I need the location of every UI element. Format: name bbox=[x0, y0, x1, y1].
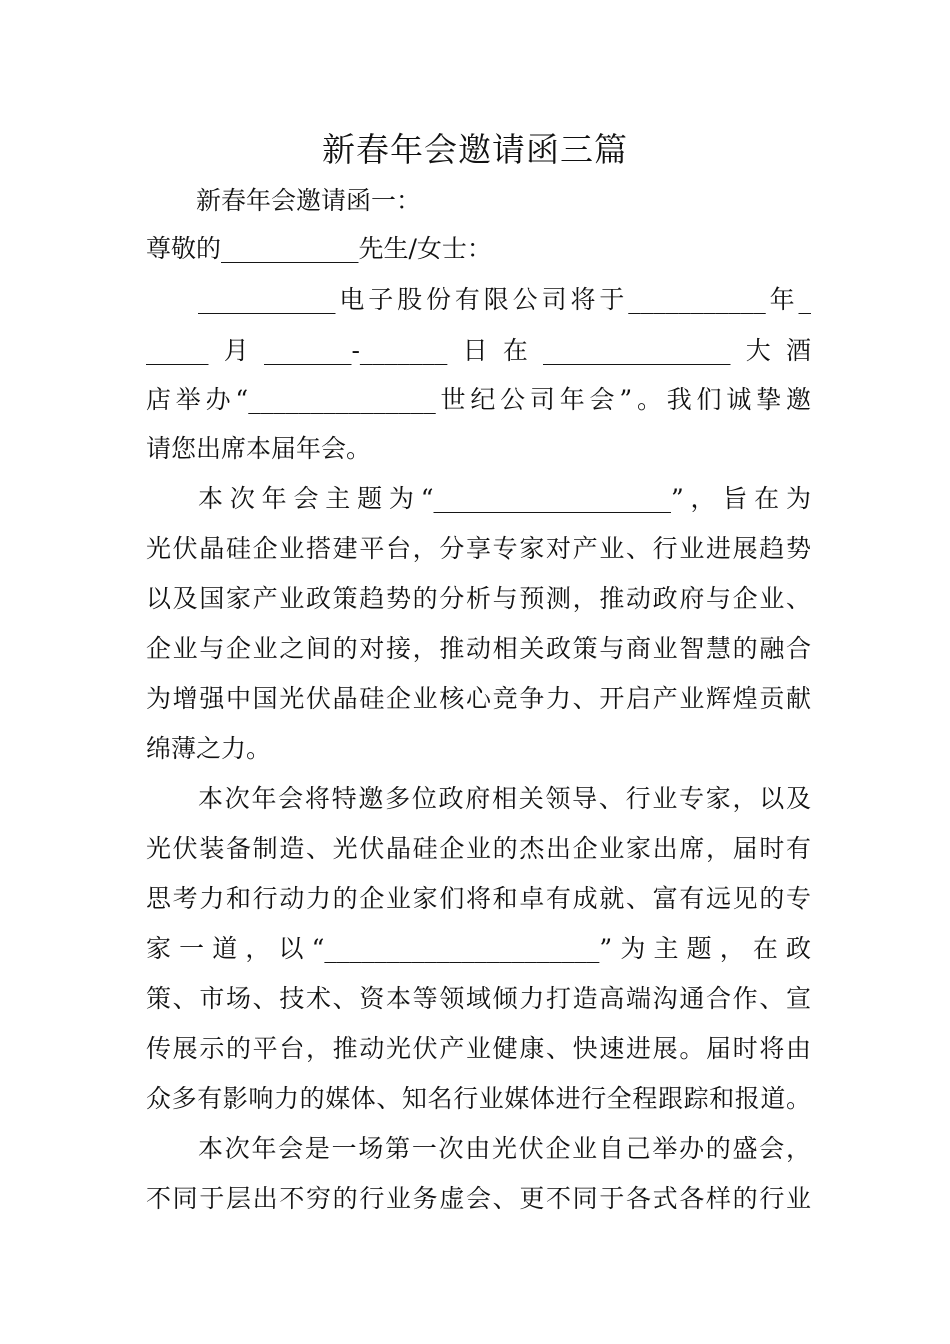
paragraph-line: 思考力和行动力的企业家们将和卓有成就、富有远见的专 bbox=[146, 884, 811, 913]
paragraph-line: 传展示的平台，推动光伏产业健康、快速进展。届时将由 bbox=[146, 1034, 811, 1063]
paragraph-line: 请您出席本届年会。 bbox=[146, 434, 372, 463]
paragraph-line: 众多有影响力的媒体、知名行业媒体进行全程跟踪和报道。 bbox=[146, 1084, 811, 1113]
paragraph-line: 光伏装备制造、光伏晶硅企业的杰出企业家出席，届时有 bbox=[146, 834, 811, 863]
document-title: 新春年会邀请函三篇 bbox=[322, 130, 628, 169]
section-heading: 新春年会邀请函一： bbox=[196, 186, 422, 215]
paragraph-line: 为增强中国光伏晶硅企业核心竞争力、开启产业辉煌贡献 bbox=[146, 684, 811, 713]
paragraph-line: 本次年会是一场第一次由光伏企业自己举办的盛会， bbox=[198, 1134, 811, 1163]
paragraph-line: 光伏晶硅企业搭建平台，分享专家对产业、行业进展趋势 bbox=[146, 534, 811, 563]
paragraph-line: 企业与企业之间的对接，推动相关政策与商业智慧的融合 bbox=[146, 634, 811, 663]
paragraph-line: 家一道，以“______________________”为主题，在政 bbox=[146, 934, 811, 963]
paragraph-line: _____月_______-_______日在_______________大酒 bbox=[146, 336, 811, 365]
paragraph-line: 本次年会将特邀多位政府相关领导、行业专家，以及 bbox=[198, 784, 811, 813]
paragraph-line: 店举办“_______________世纪公司年会”。我们诚挚邀 bbox=[146, 385, 811, 414]
paragraph-line: 绵薄之力。 bbox=[146, 734, 272, 763]
paragraph-line: 本次年会主题为“___________________”，旨在为 bbox=[198, 484, 811, 513]
salutation-line: 尊敬的___________先生/女士： bbox=[146, 234, 492, 263]
paragraph-line: 不同于层出不穷的行业务虚会、更不同于各式各样的行业 bbox=[146, 1184, 811, 1213]
paragraph-line: 以及国家产业政策趋势的分析与预测，推动政府与企业、 bbox=[146, 584, 811, 613]
paragraph-line: ___________电子股份有限公司将于___________年_ bbox=[198, 285, 811, 314]
paragraph-line: 策、市场、技术、资本等领域倾力打造高端沟通合作、宣 bbox=[146, 984, 811, 1013]
